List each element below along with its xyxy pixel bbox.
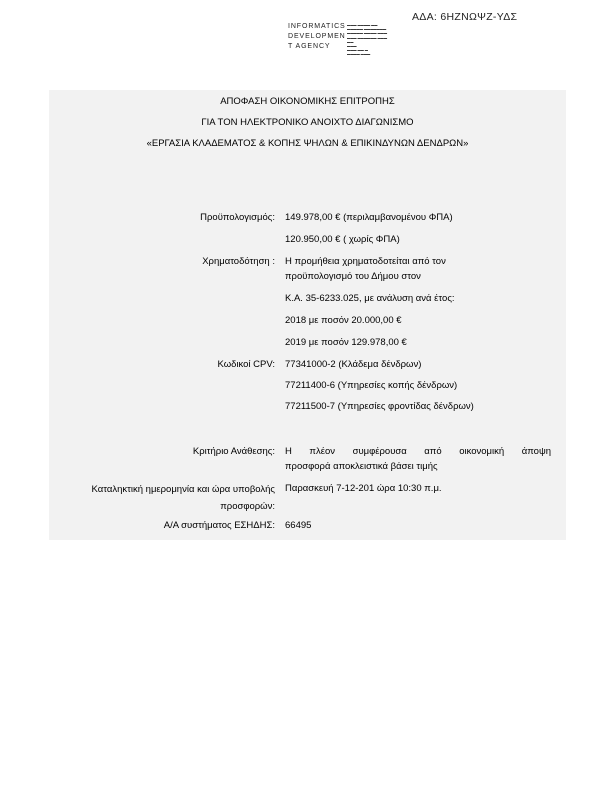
funding-label: Χρηματοδότηση : bbox=[202, 256, 275, 267]
criterion-line-2: προσφορά αποκλειστικά βάσει τιμής bbox=[285, 461, 438, 472]
budget-row bbox=[49, 212, 566, 226]
cpv-row-3 bbox=[49, 401, 566, 415]
esidis-value: 66495 bbox=[285, 520, 312, 531]
cpv-row-2 bbox=[49, 380, 566, 394]
notice-panel bbox=[49, 90, 566, 540]
budget-row-2 bbox=[49, 234, 566, 248]
funding-row-4 bbox=[49, 315, 566, 329]
budget-with-vat: 149.978,00 € (περιλαμβανομένου ΦΠΑ) bbox=[285, 212, 453, 223]
criterion-row bbox=[49, 446, 566, 460]
esidis-label: Α/Α συστήματος ΕΣΗΔΗΣ: bbox=[163, 520, 275, 531]
budget-label: Προϋπολογισμός: bbox=[200, 212, 275, 223]
logo-line-3: T AGENCY bbox=[288, 43, 331, 50]
funding-row-3 bbox=[49, 293, 566, 307]
deadline-label: Καταληκτική ημερομηνία και ώρα υποβολής προσφορών: bbox=[91, 484, 275, 512]
cpv-row bbox=[49, 359, 566, 373]
deadline-value: Παρασκευή 7-12-201 ώρα 10:30 π.μ. bbox=[285, 483, 442, 494]
funding-row bbox=[49, 256, 566, 270]
funding-line-4: 2018 με ποσόν 20.000,00 € bbox=[285, 315, 402, 326]
title-line-3: «ΕΡΓΑΣΙΑ ΚΛΑΔΕΜΑΤΟΣ & ΚΟΠΗΣ ΨΗΛΩΝ & ΕΠΙΚΙΝΔΥΝΩΝ ΔΕΝΔΡΩΝ» bbox=[146, 138, 469, 149]
logo-fine-print: ▬▬▬ ▬▬▬▬ ▬▬ ▬▬▬▬▬ ▬▬▬▬▬▬▬ ▬▬▬▬▬ ▬▬▬▬ ▬▬▬ ▬▬▬ ▬▬▬▬▬▬ ▬▬▬ ▬▬ ▬▬▬ ▬▬▬ ▬▬ ▬ ▬▬▬▬ ▬▬▬ bbox=[347, 23, 388, 57]
criterion-line-1: Η πλέον συμφέρουσα από οικονομική άποψη bbox=[285, 446, 551, 457]
cpv-label: Κωδικοί CPV: bbox=[217, 359, 275, 370]
cpv-line-2: 77211400-6 (Υπηρεσίες κοπής δένδρων) bbox=[285, 380, 458, 391]
logo-line-2: DEVELOPMEN bbox=[288, 33, 346, 40]
funding-line-2: προϋπολογισμό του Δήμου στον bbox=[285, 271, 421, 282]
funding-line-5: 2019 με ποσόν 129.978,00 € bbox=[285, 337, 407, 348]
funding-row-2 bbox=[49, 271, 566, 285]
informatics-agency-logo bbox=[288, 22, 418, 56]
cpv-line-1: 77341000-2 (Κλάδεμα δένδρων) bbox=[285, 359, 422, 370]
budget-without-vat: 120.950,00 € ( χωρίς ΦΠΑ) bbox=[285, 234, 400, 245]
deadline-row bbox=[49, 483, 566, 517]
criterion-label: Κριτήριο Ανάθεσης: bbox=[192, 446, 275, 457]
logo-text bbox=[288, 22, 346, 52]
ada-number: ΑΔΑ: 6ΗΖΝΩΨΖ-ΥΔΣ bbox=[412, 11, 518, 23]
funding-row-5 bbox=[49, 337, 566, 351]
title-line-1: ΑΠΟΦΑΣΗ ΟΙΚΟΝΟΜΙΚΗΣ ΕΠΙΤΡΟΠΗΣ bbox=[220, 96, 395, 107]
logo-line-1: INFORMATICS bbox=[288, 23, 346, 30]
esidis-row bbox=[49, 520, 566, 534]
funding-line-1: Η προμήθεια χρηματοδοτείται από τον bbox=[285, 256, 446, 267]
cpv-line-3: 77211500-7 (Υπηρεσίες φροντίδας δένδρων) bbox=[285, 401, 474, 412]
criterion-row-2 bbox=[49, 461, 566, 475]
funding-line-3: Κ.Α. 35-6233.025, με ανάλυση ανά έτος: bbox=[285, 293, 455, 304]
title-line-2: ΓΙΑ ΤΟΝ ΗΛΕΚΤΡΟΝΙΚΟ ΑΝΟΙΧΤΟ ΔΙΑΓΩΝΙΣΜΟ bbox=[201, 117, 414, 128]
